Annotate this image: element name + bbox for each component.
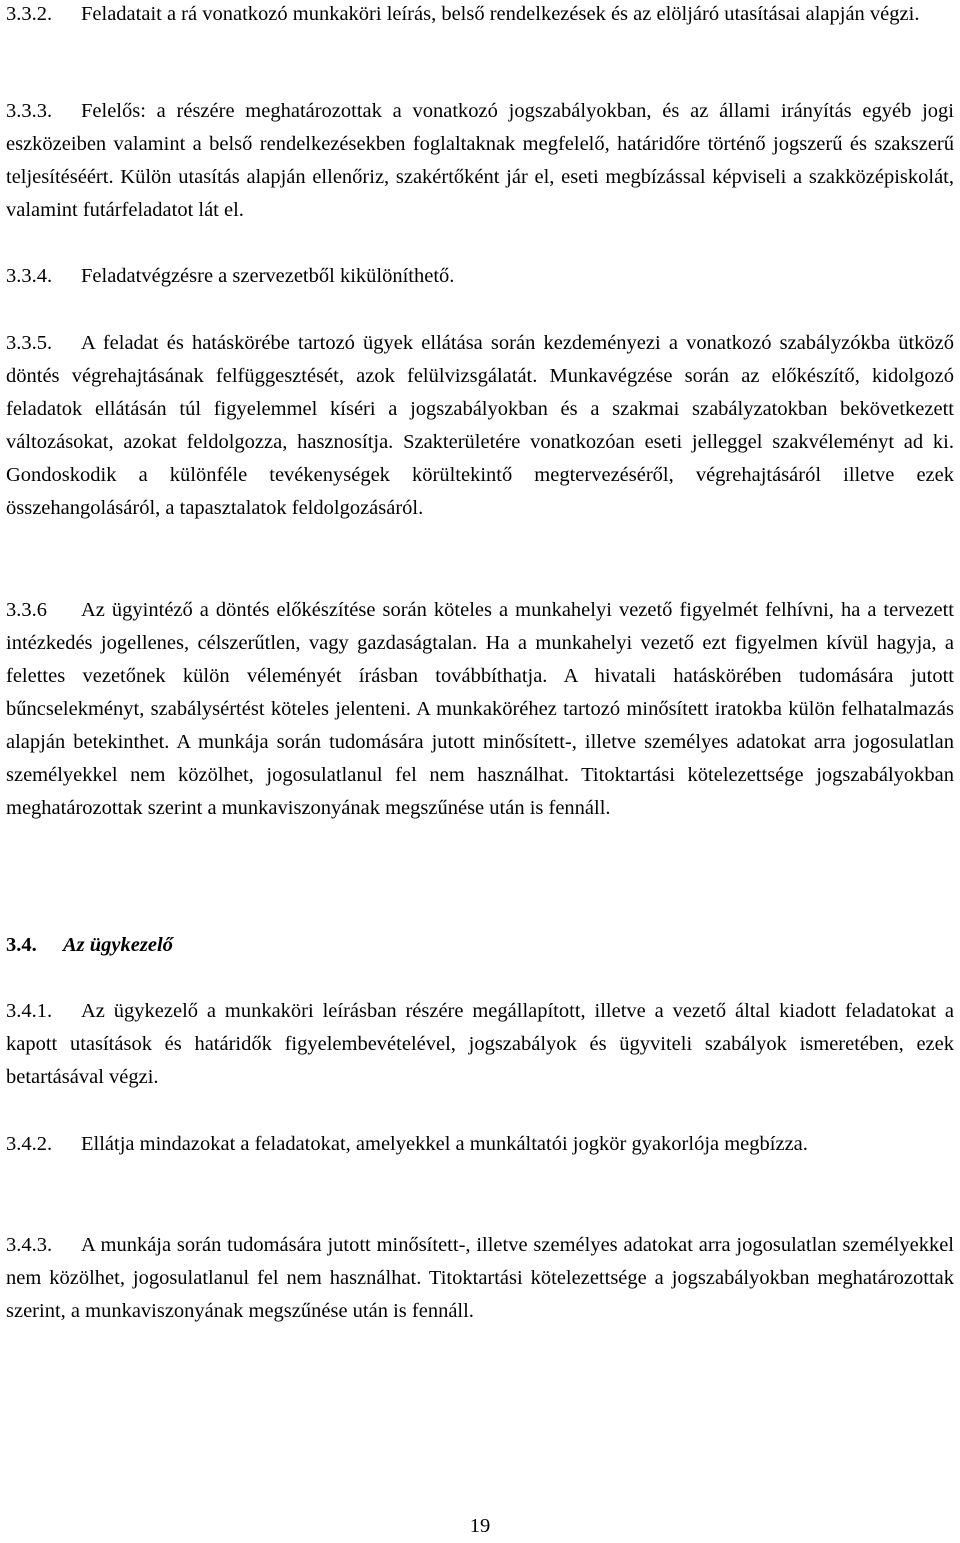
paragraph-text: Feladatait a rá vonatkozó munkaköri leírás, belső rendelkezések és az elöljáró utasításai alapján végzi. <box>81 3 920 25</box>
paragraph-3-4-2 <box>6 1128 954 1161</box>
paragraph-3-3-2 <box>6 0 954 31</box>
paragraph-3-3-4 <box>6 260 954 293</box>
paragraph-text: Az ügyintéző a döntés előkészítése során köteles a munkahelyi vezető figyelmét felhívni, ha a tervezett intézkedés jogellenes, célszerűtlen, vagy gazdaságtalan. Ha a munkahelyi vezető ezt figyelmen kívül hagyja, a felettes vezetőnek külön véleményét írásban továbbíthatja. A hivatali hatáskörében tudomására jutott bűncselekményt, szabálysértést köteles jelenteni. A munkaköréhez tartozó minősített iratokba külön felhatalmazás alapján betekinthet. A munkája során tudomására jutott minősített-, illetve személyes adatokat arra jogosulatlan személyekkel nem közölhet, jogosulatlanul fel nem használhat. Titoktartási kötelezettsége jogszabályokban meghatározottak szerint a munkaviszonyának megszűnése után is fennáll. <box>6 599 954 819</box>
paragraph-3-3-3 <box>6 95 954 227</box>
paragraph-number: 3.4.1. <box>6 1000 53 1022</box>
paragraph-number: 3.3.4. <box>6 265 53 287</box>
paragraph-3-3-5 <box>6 327 954 525</box>
section-heading <box>6 929 173 962</box>
paragraph-3-3-6 <box>6 594 954 825</box>
paragraph-number: 3.3.6 <box>6 599 47 621</box>
paragraph-number: 3.4.3. <box>6 1234 53 1256</box>
paragraph-3-4-1 <box>6 995 954 1094</box>
paragraph-number: 3.3.5. <box>6 332 53 354</box>
paragraph-text: A feladat és hatáskörébe tartozó ügyek ellátása során kezdeményezi a vonatkozó szabályzókba ütköző döntés végrehajtásának felfüggesztését, azok felülvizsgálatát. Munkavégzése során az előkészítő, kidolgozó feladatok ellátásán túl figyelemmel kíséri a jogszabályokban és a szakmai szabályzatokban bekövetkezett változásokat, azokat feldolgozza, hasznosítja. Szakterületére vonatkozóan eseti jelleggel szakvéleményt ad ki. Gondoskodik a különféle tevékenységek körültekintő megtervezéséről, végrehajtásáról illetve ezek összehangolásáról, a tapasztalatok feldolgozásáról. <box>6 332 954 519</box>
page-number: 19 <box>469 1515 491 1537</box>
paragraph-text: A munkája során tudomására jutott minősített-, illetve személyes adatokat arra jogosulatlan személyekkel nem közölhet, jogosulatlanul fel nem használhat. Titoktartási kötelezettsége a jogszabályokban meghatározottak szerint, a munkaviszonyának megszűnése után is fennáll. <box>6 1234 954 1322</box>
paragraph-text: Az ügykezelő a munkaköri leírásban részére megállapított, illetve a vezető által kiadott feladatokat a kapott utasítások és határidők figyelembevételével, jogszabályok és ügyviteli szabályok ismeretében, ezek betartásával végzi. <box>6 1000 954 1088</box>
paragraph-number: 3.3.2. <box>6 3 53 25</box>
section-title: Az ügykezelő <box>63 934 173 956</box>
paragraph-number: 3.4.2. <box>6 1133 53 1155</box>
paragraph-3-4-3 <box>6 1229 954 1328</box>
paragraph-text: Ellátja mindazokat a feladatokat, amelyekkel a munkáltatói jogkör gyakorlója megbízza. <box>81 1133 808 1155</box>
paragraph-text: Feladatvégzésre a szervezetből kikülöníthető. <box>81 265 455 287</box>
paragraph-number: 3.3.3. <box>6 100 53 122</box>
section-number: 3.4. <box>6 934 37 956</box>
paragraph-text: Felelős: a részére meghatározottak a vonatkozó jogszabályokban, és az állami irányítás egyéb jogi eszközeiben valamint a belső rendelkezésekben foglaltaknak megfelelő, határidőre történő jogszerű és szakszerű teljesítéséért. Külön utasítás alapján ellenőriz, szakértőként jár el, eseti megbízással képviseli a szakközépiskolát, valamint futárfeladatot lát el. <box>6 100 954 221</box>
